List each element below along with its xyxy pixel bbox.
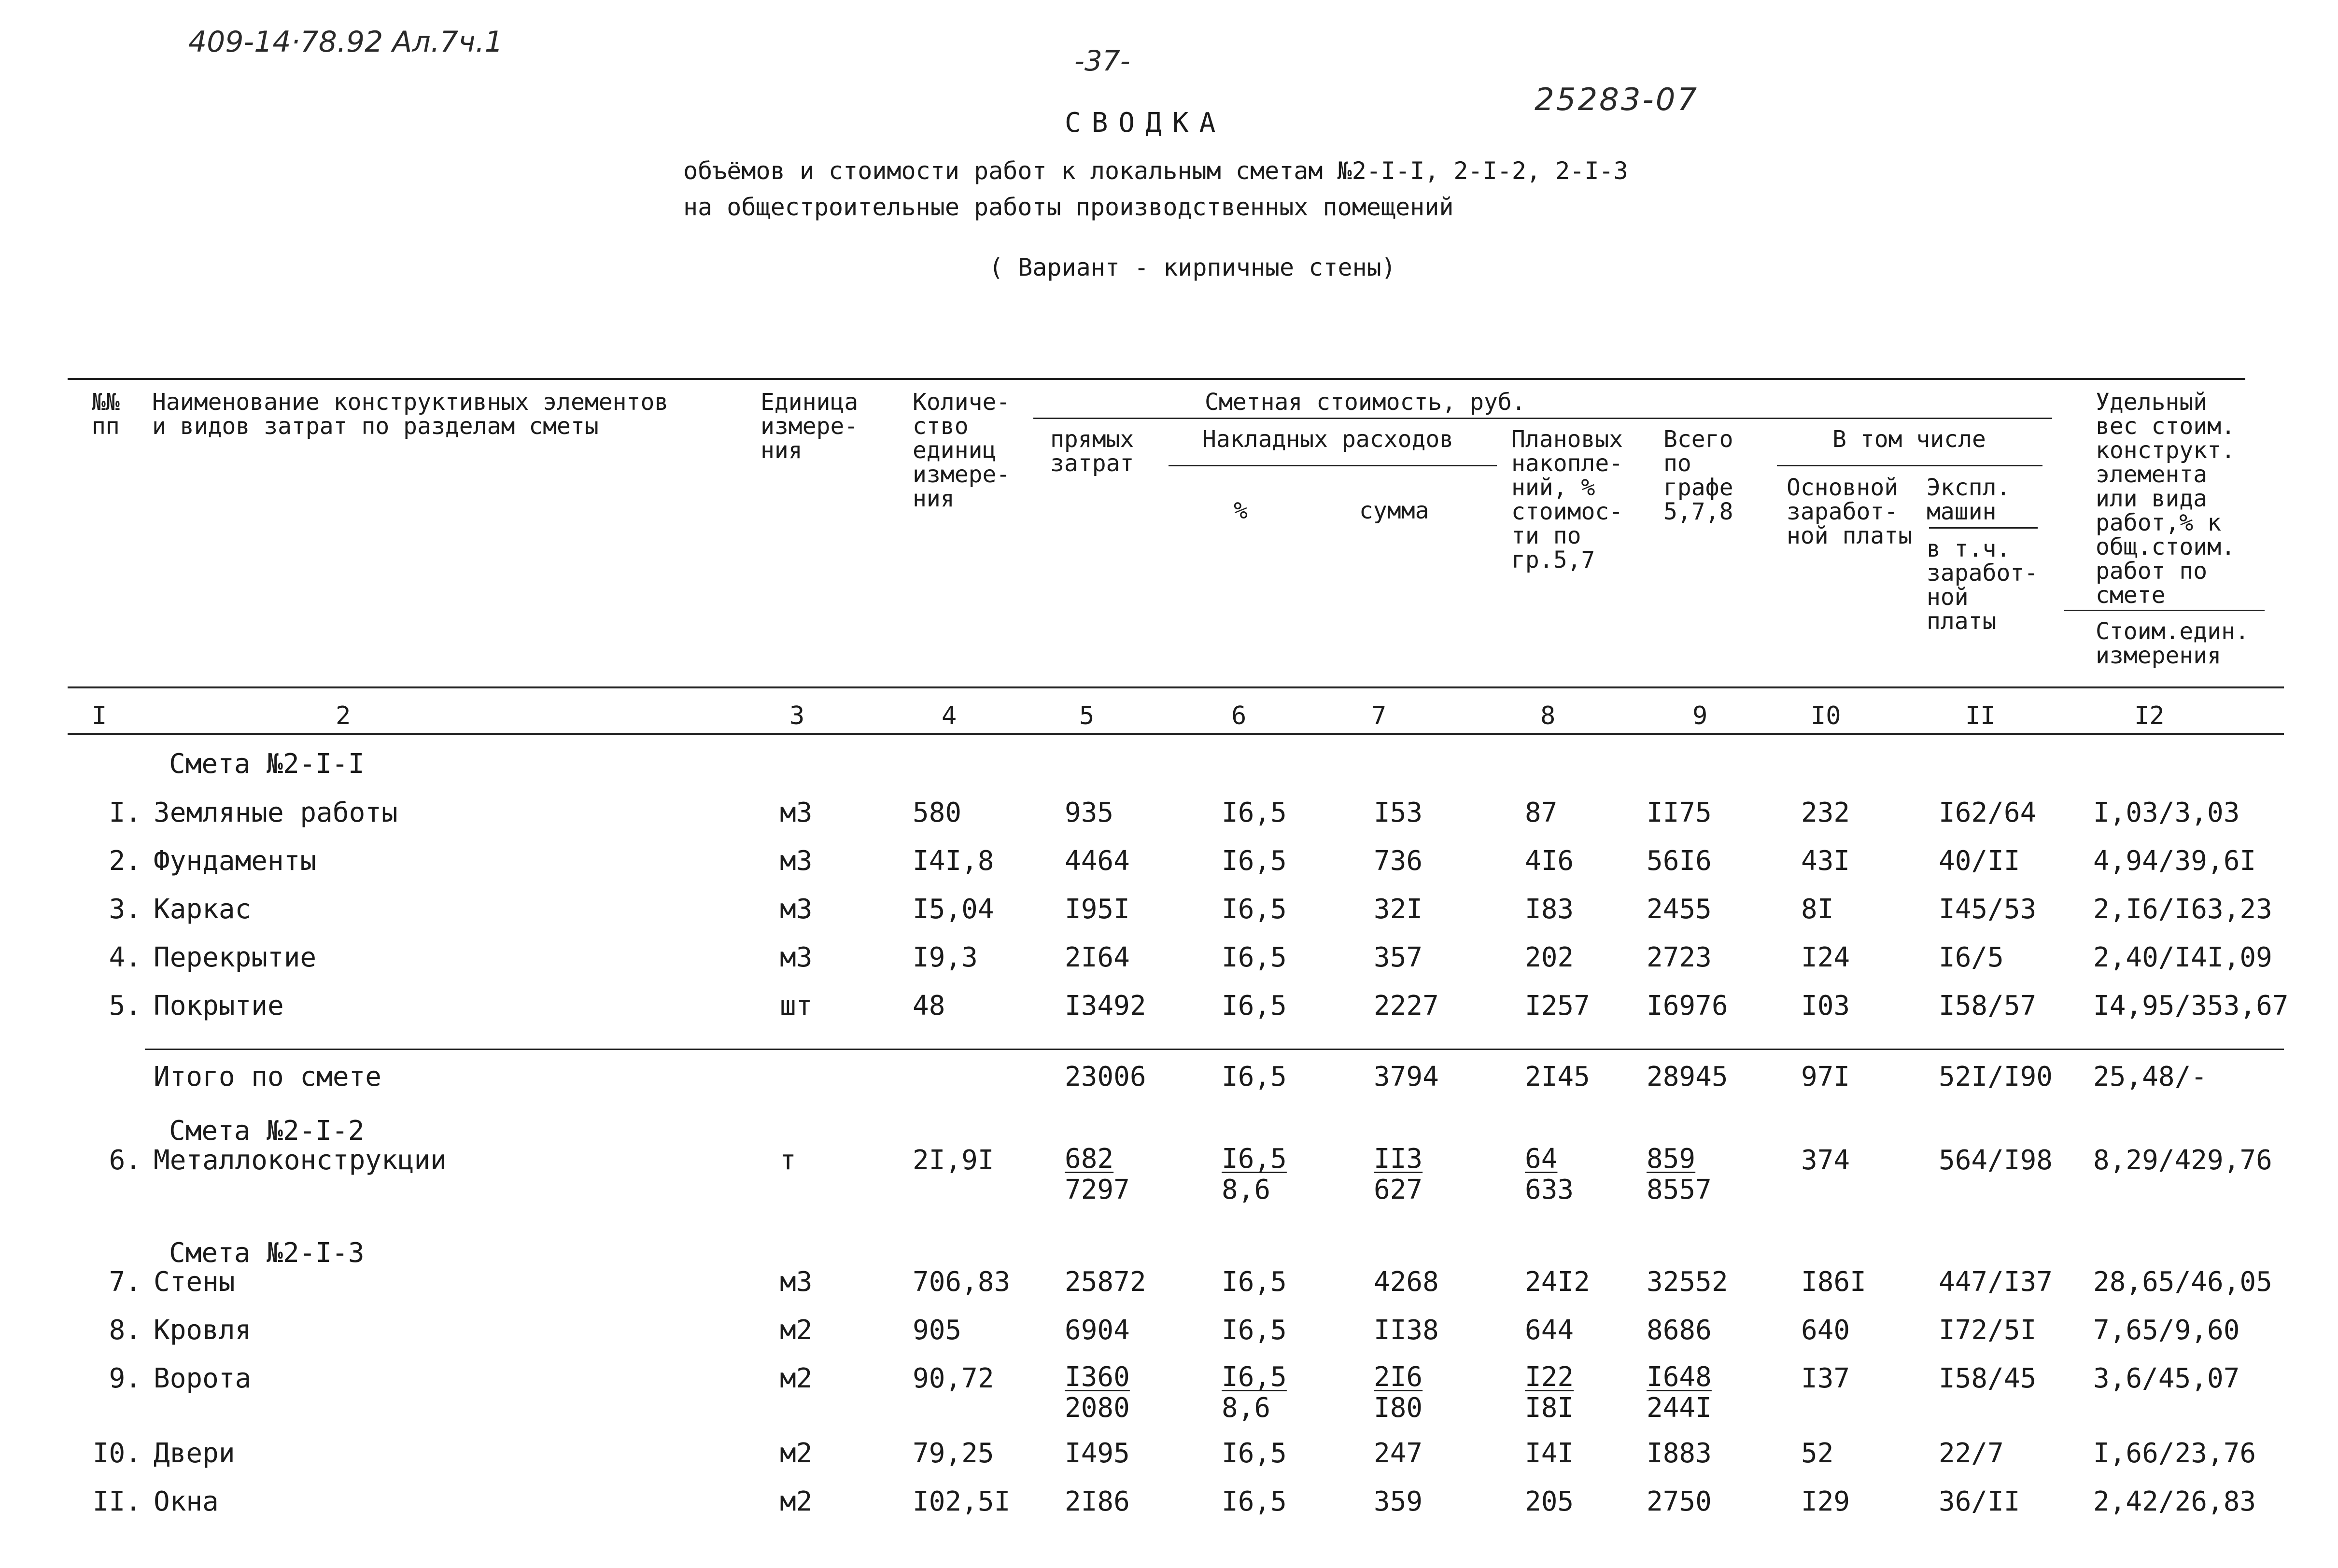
cell-row-number: 5.: [109, 990, 141, 1022]
cell-direct-costs: I95I: [1065, 894, 1130, 925]
cell-row-number: 4.: [109, 942, 141, 973]
cell-direct-costs: 2I64: [1065, 942, 1130, 973]
cell-unit: м3: [780, 797, 813, 828]
cell-base-wage: 374: [1801, 1145, 1850, 1176]
header-specific-weight: Удельный вес стоим. конструкт. элемента или вида работ,% к общ.стоим. работ по смете: [2096, 389, 2235, 609]
cell-overhead-sum: 359: [1374, 1486, 1423, 1517]
cell-element-name: Кровля: [154, 1315, 252, 1346]
cell-unit: м2: [780, 1438, 813, 1469]
cell-machine-operation: I62/64: [1939, 797, 2037, 828]
including-rule: [1777, 465, 2042, 466]
cell-specific-weight: 2,I6/I63,23: [2093, 894, 2272, 925]
header-overhead-percent: %: [1234, 497, 1248, 524]
cell-quantity: 2I,9I: [913, 1145, 994, 1176]
col-number-9: 9: [1692, 701, 1708, 730]
col-number-5: 5: [1079, 701, 1095, 730]
col-number-10: I0: [1811, 701, 1841, 730]
page-number: -37-: [1074, 44, 1130, 77]
cell-specific-weight: 7,65/9,60: [2093, 1315, 2240, 1346]
col-number-3: 3: [789, 701, 805, 730]
cell-quantity: I02,5I: [913, 1486, 1011, 1517]
cell-machine-operation: 564/I98: [1939, 1145, 2053, 1176]
cell-machine-operation: I58/57: [1939, 990, 2037, 1022]
cell-planned-savings: 2I45: [1525, 1061, 1590, 1092]
column-numbers-rule: [68, 733, 2284, 735]
cell-unit: м3: [780, 942, 813, 973]
cell-overhead-percent: I6,5: [1222, 990, 1287, 1022]
machines-rule: [1929, 527, 2038, 529]
cell-unit: шт: [780, 990, 813, 1022]
cell-direct-costs: 25872: [1065, 1266, 1146, 1298]
cell-element-name: Покрытие: [154, 990, 284, 1022]
cell-base-wage: 97I: [1801, 1061, 1850, 1092]
cell-element-name: Металлоконструкции: [154, 1145, 447, 1176]
cell-planned-savings: 205: [1525, 1486, 1574, 1517]
cell-machine-operation: I6/5: [1939, 942, 2004, 973]
cell-overhead-sum: 247: [1374, 1438, 1423, 1469]
cell-row-number: 3.: [109, 894, 141, 925]
cell-row-number: 9.: [109, 1363, 141, 1394]
cell-machine-operation: 22/7: [1939, 1438, 2004, 1469]
specific-weight-rule: [2064, 610, 2265, 611]
handwritten-code: 409-14·78.92 Ал.7ч.1: [188, 25, 503, 59]
cell-direct-costs: 6904: [1065, 1315, 1130, 1346]
cell-overhead-sum: I53: [1374, 797, 1423, 828]
col-number-11: II: [1965, 701, 1996, 730]
cell-specific-weight: 28,65/46,05: [2093, 1266, 2272, 1298]
cell-row-number: 8.: [109, 1315, 141, 1346]
header-quantity: Количе- ство единиц измере- ния: [913, 389, 1011, 512]
cell-total: 56I6: [1647, 845, 1712, 877]
header-row-number: №№ пп: [92, 389, 120, 440]
cell-unit: м2: [780, 1315, 813, 1346]
cell-overhead-percent: I6,5: [1222, 1266, 1287, 1298]
cell-base-wage: 8I: [1801, 894, 1834, 925]
cell-planned-savings: $\frac{I22}{I8I}$: [1525, 1361, 1574, 1424]
header-direct-costs: прямых затрат: [1050, 426, 1134, 477]
cell-overhead-percent: I6,5: [1222, 942, 1287, 973]
header-overhead: Накладных расходов: [1202, 426, 1454, 453]
col-number-12: I2: [2134, 701, 2165, 730]
cell-machine-operation: 36/II: [1939, 1486, 2020, 1517]
cell-unit: м3: [780, 845, 813, 877]
cell-overhead-percent: I6,5: [1222, 845, 1287, 877]
cell-total: 2723: [1647, 942, 1712, 973]
cell-overhead-percent: $\frac{I6,5}{8,6}$: [1222, 1361, 1287, 1424]
document-variant: ( Вариант - кирпичные стены): [989, 253, 1396, 281]
cell-overhead-percent: I6,5: [1222, 1438, 1287, 1469]
cell-overhead-sum: 736: [1374, 845, 1423, 877]
col-number-2: 2: [336, 701, 351, 730]
cell-overhead-percent: $\frac{I6,5}{8,6}$: [1222, 1143, 1287, 1205]
cell-direct-costs: I3492: [1065, 990, 1146, 1022]
cell-quantity: 90,72: [913, 1363, 994, 1394]
col-number-7: 7: [1371, 701, 1387, 730]
cell-element-name: Фундаменты: [154, 845, 317, 877]
col-number-6: 6: [1231, 701, 1247, 730]
cell-total: $\frac{I648}{244I}$: [1647, 1361, 1712, 1424]
cell-total: 28945: [1647, 1061, 1728, 1092]
cell-specific-weight: 4,94/39,6I: [2093, 845, 2256, 877]
cell-direct-costs: $\frac{682}{7297}$: [1065, 1143, 1130, 1205]
cell-overhead-sum: $\frac{II3}{627}$: [1374, 1143, 1423, 1205]
cell-specific-weight: I,03/3,03: [2093, 797, 2240, 828]
section-heading: Смета №2-I-3: [169, 1237, 365, 1269]
subtotal-rule: [145, 1049, 2284, 1050]
cell-machine-operation: I58/45: [1939, 1363, 2037, 1394]
cell-row-number: 7.: [109, 1266, 141, 1298]
estimate-rule: [1033, 418, 2052, 419]
cell-direct-costs: $\frac{I360}{2080}$: [1065, 1361, 1130, 1424]
cell-base-wage: I03: [1801, 990, 1850, 1022]
cell-overhead-sum: 32I: [1374, 894, 1423, 925]
cell-specific-weight: 2,40/I4I,09: [2093, 942, 2272, 973]
cell-row-number: I0.: [92, 1438, 141, 1469]
cell-unit: м2: [780, 1486, 813, 1517]
header-base-wage: Основной заработ- ной платы: [1787, 474, 1913, 549]
header-overhead-sum: сумма: [1359, 497, 1429, 524]
cell-overhead-sum: 3794: [1374, 1061, 1439, 1092]
cell-element-name: Двери: [154, 1438, 235, 1469]
cell-unit: т: [780, 1145, 796, 1176]
cell-specific-weight: 25,48/-: [2093, 1061, 2208, 1092]
cell-base-wage: I86I: [1801, 1266, 1866, 1298]
cell-row-number: 6.: [109, 1145, 141, 1176]
cell-element-name: Окна: [154, 1486, 219, 1517]
overhead-rule: [1169, 465, 1497, 466]
header-machine-wage: в т.ч. заработ- ной платы: [1927, 535, 2039, 635]
cell-overhead-sum: $\frac{2I6}{I80}$: [1374, 1361, 1423, 1424]
cell-base-wage: I37: [1801, 1363, 1850, 1394]
cell-row-number: II.: [92, 1486, 141, 1517]
cell-overhead-percent: I6,5: [1222, 894, 1287, 925]
cell-specific-weight: 3,6/45,07: [2093, 1363, 2240, 1394]
stamp-number: 25283-07: [1535, 82, 1699, 118]
cell-specific-weight: I4,95/353,67: [2093, 990, 2289, 1022]
table-top-rule: [68, 378, 2245, 380]
section-heading: Смета №2-I-2: [169, 1115, 365, 1147]
cell-unit: м3: [780, 1266, 813, 1298]
cell-overhead-percent: I6,5: [1222, 1061, 1287, 1092]
cell-specific-weight: 2,42/26,83: [2093, 1486, 2256, 1517]
cell-machine-operation: 52I/I90: [1939, 1061, 2053, 1092]
cell-direct-costs: I495: [1065, 1438, 1130, 1469]
cell-direct-costs: 4464: [1065, 845, 1130, 877]
document-subtitle-line1: объёмов и стоимости работ к локальным сметам №2-I-I, 2-I-2, 2-I-3: [683, 157, 1628, 185]
cell-total: $\frac{859}{8557}$: [1647, 1143, 1712, 1205]
document-title: СВОДКА: [1065, 107, 1226, 139]
cell-total: 32552: [1647, 1266, 1728, 1298]
cell-row-number: I.: [109, 797, 141, 828]
cell-total: I883: [1647, 1438, 1712, 1469]
col-number-8: 8: [1540, 701, 1556, 730]
cell-quantity: 48: [913, 990, 945, 1022]
cell-unit: м3: [780, 894, 813, 925]
cell-overhead-sum: 2227: [1374, 990, 1439, 1022]
cell-element-name: Ворота: [154, 1363, 252, 1394]
col-number-4: 4: [942, 701, 957, 730]
cell-overhead-percent: I6,5: [1222, 797, 1287, 828]
header-machine-operation: Экспл. машин: [1927, 474, 2011, 525]
cell-planned-savings: 4I6: [1525, 845, 1574, 877]
cell-base-wage: 52: [1801, 1438, 1834, 1469]
cell-direct-costs: 23006: [1065, 1061, 1146, 1092]
cell-element-name: Каркас: [154, 894, 252, 925]
cell-quantity: 79,25: [913, 1438, 994, 1469]
cell-element-name: Перекрытие: [154, 942, 317, 973]
cell-direct-costs: 935: [1065, 797, 1114, 828]
cell-base-wage: 43I: [1801, 845, 1850, 877]
header-total: Всего по графе 5,7,8: [1663, 426, 1733, 525]
cell-element-name: Стены: [154, 1266, 235, 1298]
cell-machine-operation: 447/I37: [1939, 1266, 2053, 1298]
cell-planned-savings: 644: [1525, 1315, 1574, 1346]
cell-quantity: 706,83: [913, 1266, 1011, 1298]
document-subtitle-line2: на общестроительные работы производственных помещений: [683, 193, 1454, 221]
section-heading: Смета №2-I-I: [169, 748, 365, 780]
cell-total: II75: [1647, 797, 1712, 828]
cell-quantity: 580: [913, 797, 962, 828]
cell-machine-operation: I45/53: [1939, 894, 2037, 925]
cell-total: I6976: [1647, 990, 1728, 1022]
cell-base-wage: 640: [1801, 1315, 1850, 1346]
cell-overhead-percent: I6,5: [1222, 1486, 1287, 1517]
cell-specific-weight: I,66/23,76: [2093, 1438, 2256, 1469]
cell-total: 2455: [1647, 894, 1712, 925]
cell-planned-savings: 202: [1525, 942, 1574, 973]
cell-overhead-sum: 357: [1374, 942, 1423, 973]
header-element-name: Наименование конструктивных элементов и видов затрат по разделам сметы: [152, 389, 669, 440]
header-unit: Единица измере- ния: [761, 389, 859, 464]
cell-element-name: Земляные работы: [154, 797, 398, 828]
cell-planned-savings: I83: [1525, 894, 1574, 925]
cell-direct-costs: 2I86: [1065, 1486, 1130, 1517]
cell-total: 8686: [1647, 1315, 1712, 1346]
cell-specific-weight: 8,29/429,76: [2093, 1145, 2272, 1176]
cell-base-wage: I29: [1801, 1486, 1850, 1517]
header-unit-cost: Стоим.един. измерения: [2096, 618, 2249, 669]
cell-machine-operation: 40/II: [1939, 845, 2020, 877]
cell-overhead-percent: I6,5: [1222, 1315, 1287, 1346]
cell-quantity: I5,04: [913, 894, 994, 925]
cell-overhead-sum: 4268: [1374, 1266, 1439, 1298]
cell-base-wage: I24: [1801, 942, 1850, 973]
cell-total: 2750: [1647, 1486, 1712, 1517]
cell-row-number: 2.: [109, 845, 141, 877]
header-estimate-cost: Сметная стоимость, руб.: [1205, 389, 1526, 416]
cell-unit: м2: [780, 1363, 813, 1394]
cell-overhead-sum: II38: [1374, 1315, 1439, 1346]
col-number-1: I: [92, 701, 107, 730]
cell-planned-savings: 24I2: [1525, 1266, 1590, 1298]
cell-base-wage: 232: [1801, 797, 1850, 828]
cell-planned-savings: I4I: [1525, 1438, 1574, 1469]
header-bottom-rule: [68, 686, 2284, 688]
cell-planned-savings: 87: [1525, 797, 1558, 828]
header-including: В том числе: [1832, 426, 1986, 453]
cell-quantity: I4I,8: [913, 845, 994, 877]
cell-quantity: I9,3: [913, 942, 978, 973]
header-planned-savings: Плановых накопле- ний, % стоимос- ти по гр.5,7: [1511, 426, 1623, 574]
cell-planned-savings: I257: [1525, 990, 1590, 1022]
cell-planned-savings: $\frac{64}{633}$: [1525, 1143, 1574, 1205]
cell-machine-operation: I72/5I: [1939, 1315, 2037, 1346]
cell-element-name: Итого по смете: [154, 1061, 382, 1092]
cell-quantity: 905: [913, 1315, 962, 1346]
